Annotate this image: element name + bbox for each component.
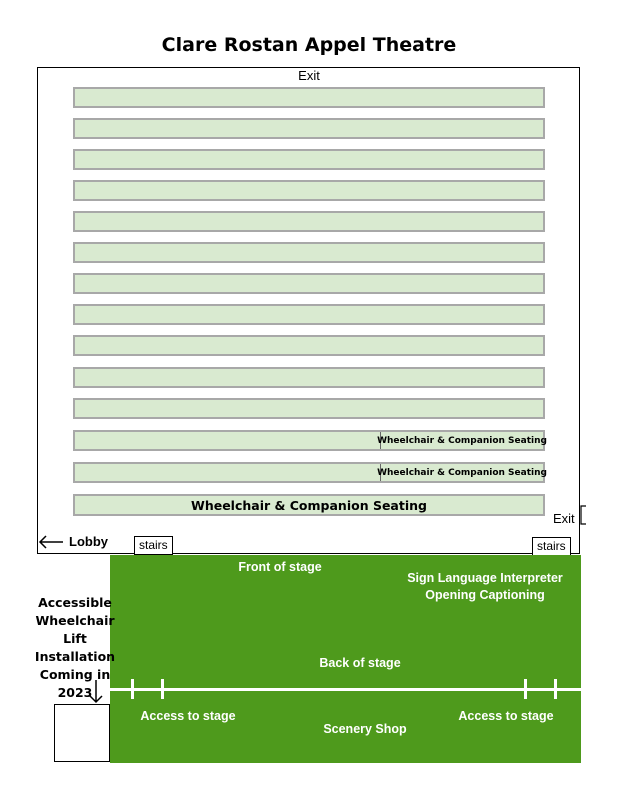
exit-right-label: Exit <box>553 511 575 526</box>
wheelchair-seating-row <box>73 494 545 516</box>
seat-row <box>73 273 545 294</box>
seat-row <box>73 304 545 325</box>
seat-row <box>73 118 545 139</box>
captioning-label: Opening Captioning <box>425 588 545 602</box>
seat-row <box>73 87 545 108</box>
wheelchair-seating-segment: Wheelchair & Companion Seating <box>380 464 543 481</box>
seat-row <box>73 180 545 201</box>
wheelchair-lift-box <box>54 704 110 762</box>
stage-access-marker <box>161 679 164 699</box>
seat-row <box>73 335 545 356</box>
stairs-right: stairs <box>532 537 571 556</box>
lift-label-line: Lift <box>63 631 87 646</box>
lift-label-line: Wheelchair <box>35 613 115 628</box>
wheelchair-seating-segment: Wheelchair & Companion Seating <box>380 432 543 449</box>
interpreter-label: Sign Language Interpreter <box>407 571 563 585</box>
exit-top-label: Exit <box>298 68 320 83</box>
seat-row <box>73 398 545 419</box>
stage-access-marker <box>524 679 527 699</box>
lobby-text: Lobby <box>69 534 108 549</box>
stage-access-marker <box>554 679 557 699</box>
arrow-down-icon <box>88 680 104 704</box>
access-to-stage-left: Access to stage <box>140 709 236 723</box>
lift-label-line: Accessible <box>38 595 112 610</box>
scenery-shop-label: Scenery Shop <box>323 722 407 736</box>
exit-bracket-icon <box>577 505 587 525</box>
seat-row <box>73 367 545 388</box>
lift-label <box>30 594 120 702</box>
wheelchair-seating-label: Wheelchair & Companion Seating <box>191 497 427 513</box>
stage-divider <box>110 688 581 691</box>
stairs-left: stairs <box>134 536 173 555</box>
seat-row <box>73 211 545 232</box>
seat-row-wheelchair <box>73 430 545 451</box>
lobby-label <box>38 534 108 549</box>
lift-label-line: Installation <box>34 649 116 664</box>
seat-row <box>73 242 545 263</box>
front-of-stage-label: Front of stage <box>238 560 322 574</box>
stage-access-marker <box>131 679 134 699</box>
lift-label-line: Coming in <box>39 667 111 682</box>
page-title: Clare Rostan Appel Theatre <box>161 34 457 56</box>
seat-row <box>73 149 545 170</box>
access-to-stage-right: Access to stage <box>458 709 554 723</box>
seat-row-wheelchair <box>73 462 545 483</box>
arrow-left-icon <box>38 535 64 549</box>
back-of-stage-label: Back of stage <box>319 656 401 670</box>
lift-label-line: 2023 <box>57 685 93 700</box>
